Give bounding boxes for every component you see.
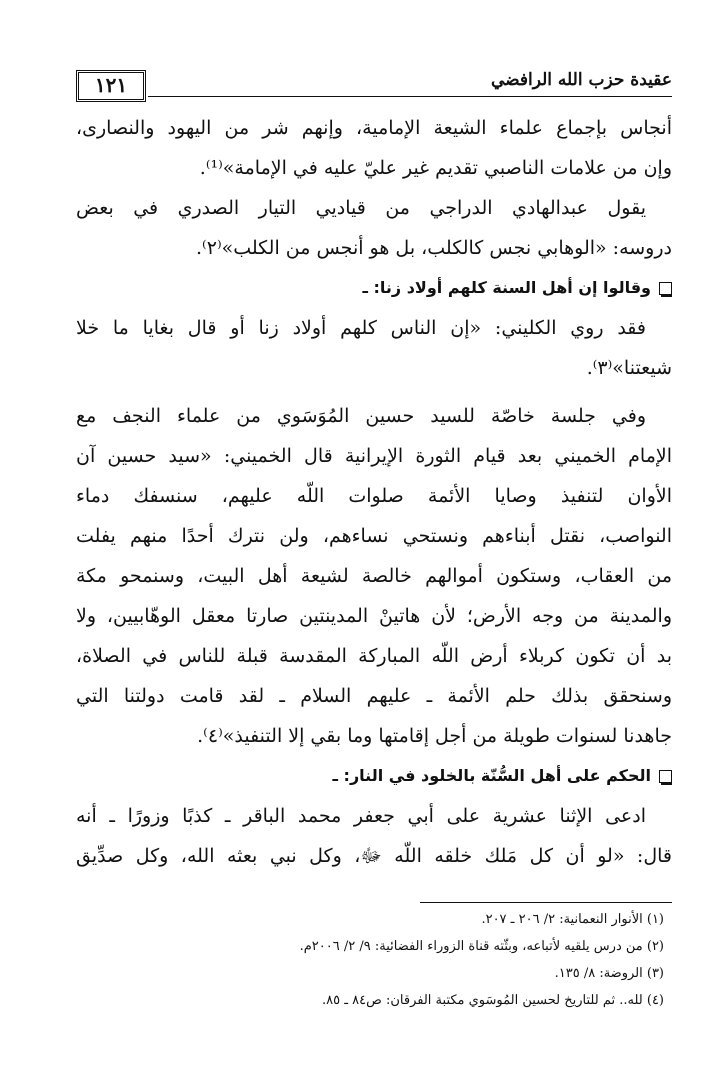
text-line: يقول عبدالهادي الدراجي من قياديي التيار الصدري في بعض — [76, 197, 646, 219]
main-text — [76, 108, 672, 876]
text-line: وإن من علامات الناصبي تقديم غير عليّ عليه في الإمامة»⁽¹⁾. — [199, 157, 672, 179]
page-number: ١٢١ — [94, 73, 128, 97]
section-heading-text: وقالوا إن أهل السنة كلهم أولاد زنا: ـ — [362, 278, 651, 297]
footnotes — [76, 906, 672, 1014]
header-rule — [148, 96, 672, 97]
text-line: النواصب، نقتل أبناءهم ونستحي نساءهم، ولن نترك أحدًا منهم يفلت — [76, 525, 672, 547]
text-line: من العقاب، وستكون أموالهم خالصة لشيعة أهل البيت، وسنمحو مكة — [76, 565, 672, 587]
text-line: دروسه: «الوهابي نجس كالكلب، بل هو أنجس من الكلب»⁽٢⁾. — [196, 237, 672, 259]
text-line: ادعى الإثنا عشرية على أبي جعفر محمد الباقر ـ كذبًا وزورًا ـ أنه — [76, 805, 646, 827]
footnote: (٣) الروضة: ٨/ ١٣٥. — [554, 966, 664, 981]
text-line: قال: «لو أن كل مَلك خلقه اللّه ﷻ، وكل نبي بعثه الله، وكل صدِّيق — [76, 845, 672, 867]
square-bullet-icon — [659, 282, 672, 295]
text-line: الأوان لتنفيذ وصايا الأئمة صلوات اللّه عليهم، سنسفك دماء — [76, 485, 672, 507]
text-line: والمدينة من وجه الأرض؛ لأن هاتينْ المدينتين صارتا معقل الوهّابيين، ولا — [76, 605, 672, 627]
footnote: (١) الأنوار النعمانية: ٢/ ٢٠٦ ـ ٢٠٧. — [481, 912, 664, 927]
section-heading — [76, 268, 672, 308]
footnote: (٤) لله.. ثم للتاريخ لحسين المُوسَوي مكتبة الفرقان: ص٨٤ ـ ٨٥. — [321, 993, 664, 1008]
text-line: وسنحقق بذلك حلم الأئمة ـ عليهم السلام ـ لقد قامت دولتنا التي — [76, 685, 672, 707]
text-line: وفي جلسة خاصّة للسيد حسين المُوَسَوي من علماء النجف مع — [76, 405, 646, 427]
text-line: الإمام الخميني بعد قيام الثورة الإيرانية قال الخميني: «سيد حسين آن — [76, 445, 672, 467]
text-line: أنجاس بإجماع علماء الشيعة الإمامية، وإنهم شر من اليهود والنصارى، — [76, 117, 672, 139]
section-heading-text: الحكم على أهل السُّنّة بالخلود في النار: ـ — [332, 766, 651, 785]
footnote: (٢) من درس يلقيه لأتباعه، وبثّته قناة الزوراء الفضائية: ٩/ ٢/ ٢٠٠٦م. — [299, 939, 664, 954]
page-number-box — [76, 70, 146, 102]
text-line: شيعتنا»⁽٣⁾. — [586, 357, 672, 379]
text-line: فقد روي الكليني: «إن الناس كلهم أولاد زنا أو قال بغايا ما خلا — [76, 317, 646, 339]
text-line: جاهدنا لسنوات طويلة من أجل إقامتها وما بقي إلا التنفيذ»⁽٤⁾. — [197, 725, 672, 747]
section-heading — [76, 756, 672, 796]
running-title: عقيدة حزب الله الرافضي — [490, 70, 672, 90]
footnote-rule — [420, 902, 672, 903]
square-bullet-icon — [659, 770, 672, 783]
page-header — [76, 64, 672, 108]
text-line: بد أن تكون كربلاء أرض اللّه المباركة المقدسة قبلة للناس في الصلاة، — [76, 645, 672, 667]
